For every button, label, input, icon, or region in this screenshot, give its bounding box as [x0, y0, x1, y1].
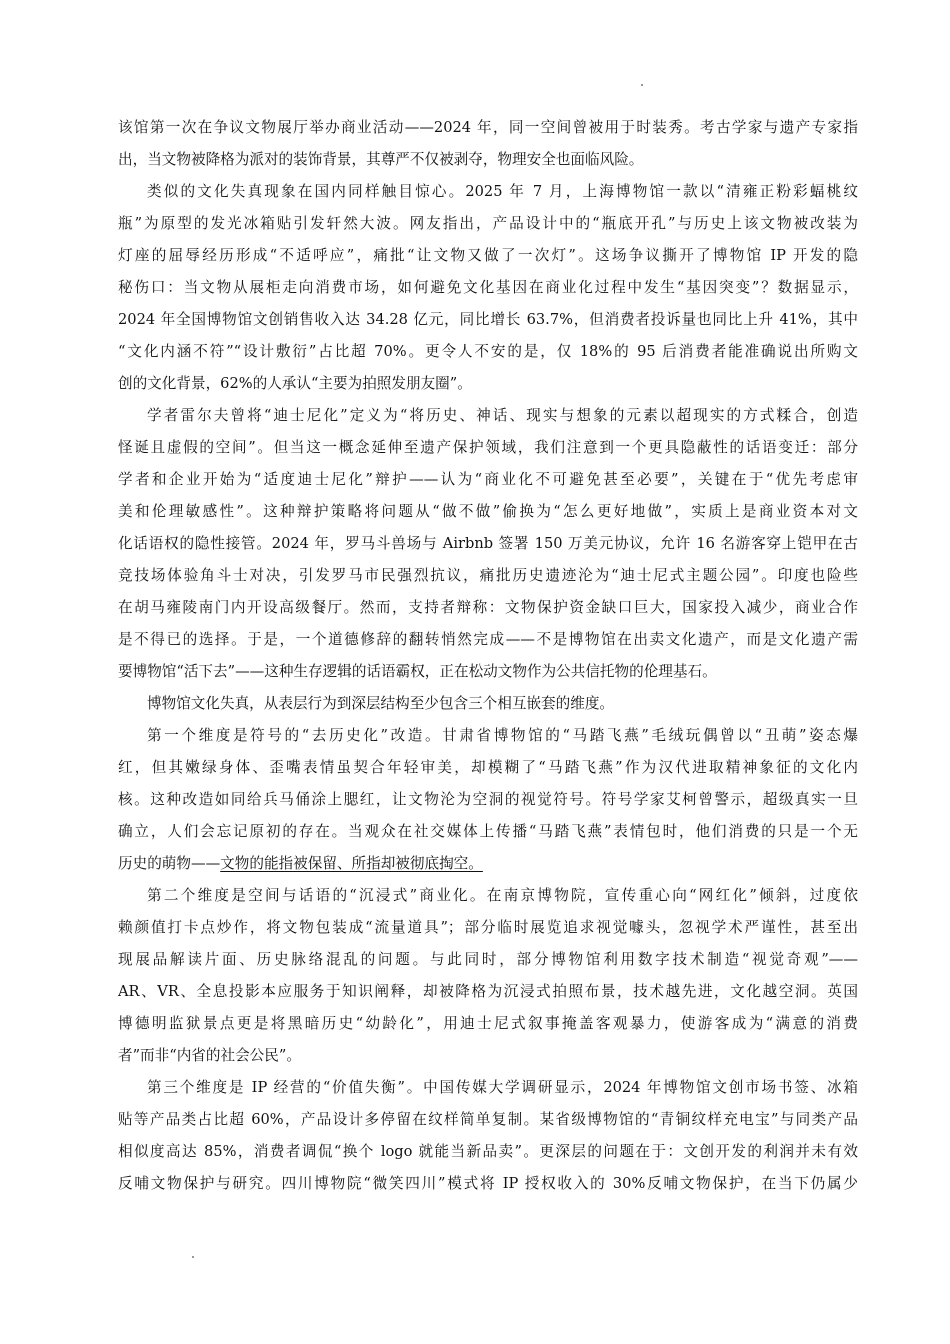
text-line: 学者雷尔夫曾将“迪士尼化”定义为“将历史、神话、现实与想象的元素以超现实的方式糅合，创造	[147, 407, 858, 424]
text-line: 该馆第一次在争议文物展厅举办商业活动——2024 年，同一空间曾被用于时装秀。考古学家与遗产专家指	[118, 119, 858, 136]
text-line: 红，但其嫩绿身体、歪嘴表情虽契合年轻审美，却模糊了“马踏飞燕”作为汉代进取精神象征的文化内	[118, 759, 858, 776]
text-line: 要博物馆“活下去”——这种生存逻辑的话语霸权，正在松动文物作为公共信托物的伦理基石。	[118, 663, 717, 680]
text-line: 相似度高达 85%，消费者调侃“换个 logo 就能当新品卖”。更深层的问题在于：文创开发的利润并未有效	[118, 1143, 858, 1160]
text-line: 美和伦理敏感性”。这种辩护策略将问题从“做不做”偷换为“怎么更好地做”，实质上是商业资本对文	[118, 503, 858, 520]
text-line: 瓶”为原型的发光冰箱贴引发轩然大波。网友指出，产品设计中的“瓶底开孔”与历史上该文物被改装为	[118, 215, 858, 232]
text-line: 博物馆文化失真，从表层行为到深层结构至少包含三个相互嵌套的维度。	[147, 695, 615, 712]
text-line: 化话语权的隐性接管。2024 年，罗马斗兽场与 Airbnb 签署 150 万美元协议，允许 16 名游客穿上铠甲在古	[118, 535, 858, 552]
text-line: 秘伤口：当文物从展柜走向消费市场，如何避免文化基因在商业化过程中发生“基因突变”？数据显示，	[118, 279, 858, 296]
text-line: 是不得已的选择。于是，一个道德修辞的翻转悄然完成——不是博物馆在出卖文化遗产，而是文化遗产需	[118, 631, 858, 648]
text-line: 怪诞且虚假的空间”。但当这一概念延伸至遗产保护领域，我们注意到一个更具隐蔽性的话语变迁：部分	[118, 439, 858, 456]
text-line: 竞技场体验角斗士对决，引发罗马市民强烈抗议，痛批历史遗迹沦为“迪士尼式主题公园”。印度也险些	[118, 567, 858, 584]
text-line	[118, 854, 858, 874]
text-line: 第二个维度是空间与话语的“沉浸式”商业化。在南京博物院，宣传重心向“网红化”倾斜，过度依	[147, 887, 858, 904]
text-line: “文化内涵不符”“设计敷衍”占比超 70%。更令人不安的是，仅 18%的 95 后消费者能准确说出所购文	[118, 343, 858, 360]
text-line: 赖颜值打卡点炒作，将文物包装成“流量道具”；部分临时展览追求视觉噱头，忽视学术严谨性，甚至出	[118, 919, 858, 936]
text-line: 出，当文物被降格为派对的装饰背景，其尊严不仅被剥夺，物理安全也面临风险。	[118, 151, 644, 168]
text-line: 第三个维度是 IP 经营的“价值失衡”。中国传媒大学调研显示，2024 年博物馆文创市场书签、冰箱	[147, 1079, 858, 1096]
page-speck	[641, 84, 643, 86]
text-line: 核。这种改造如同给兵马俑涂上腮红，让文物沦为空洞的视觉符号。符号学家艾柯曾警示，超级真实一旦	[118, 791, 858, 808]
text-segment: 历史的萌物——	[118, 855, 221, 872]
text-line: 者”而非“内省的社会公民”。	[118, 1047, 301, 1064]
text-line: 灯座的屈辱经历形成“不适呼应”，痛批“让文物又做了一次灯”。这场争议撕开了博物馆 IP 开发的隐	[118, 247, 858, 264]
text-line: 在胡马雍陵南门内开设高级餐厅。然而，支持者辩称：文物保护资金缺口巨大，国家投入减少，商业合作	[118, 599, 858, 616]
page-speck	[192, 1256, 194, 1258]
text-line: 贴等产品类占比超 60%，产品设计多停留在纹样简单复制。某省级博物馆的“青铜纹样充电宝”与同类产品	[118, 1111, 858, 1128]
text-line: 2024 年全国博物馆文创销售收入达 34.28 亿元，同比增长 63.7%，但消费者投诉量也同比上升 41%，其中	[118, 311, 858, 328]
text-line: 创的文化背景，62%的人承认“主要为拍照发朋友圈”。	[118, 375, 472, 392]
text-line	[118, 1206, 858, 1226]
text-line: 现展品解读片面、历史脉络混乱的问题。与此同时，部分博物馆利用数字技术制造“视觉奇观”——	[118, 951, 858, 968]
text-line: 反哺文物保护与研究。四川博物院“微笑四川”模式将 IP 授权收入的 30%反哺文物保护，在当下仍属少	[118, 1175, 858, 1192]
text-line: AR、VR、全息投影本应服务于知识阐释，却被降格为沉浸式拍照布景，技术越先进，文化越空洞。英国	[118, 983, 858, 1000]
text-line: 第一个维度是符号的“去历史化”改造。甘肃省博物馆的“马踏飞燕”毛绒玩偶曾以“丑萌”姿态爆	[147, 727, 858, 744]
text-line: 确立，人们会忘记原初的存在。当观众在社交媒体上传播“马踏飞燕”表情包时，他们消费的只是一个无	[118, 823, 858, 840]
text-line: 类似的文化失真现象在国内同样触目惊心。2025 年 7 月，上海博物馆一款以“清雍正粉彩蝠桃纹	[147, 183, 858, 200]
text-line: 学者和企业开始为“适度迪士尼化”辩护——认为“商业化不可避免甚至必要”，关键在于“优先考虑审	[118, 471, 858, 488]
underlined-text: 文物的能指被保留、所指却被彻底掏空。	[220, 855, 483, 872]
text-line: 博德明监狱景点更是将黑暗历史“幼龄化”，用迪士尼式叙事掩盖客观暴力，使游客成为“满意的消费	[118, 1015, 858, 1032]
